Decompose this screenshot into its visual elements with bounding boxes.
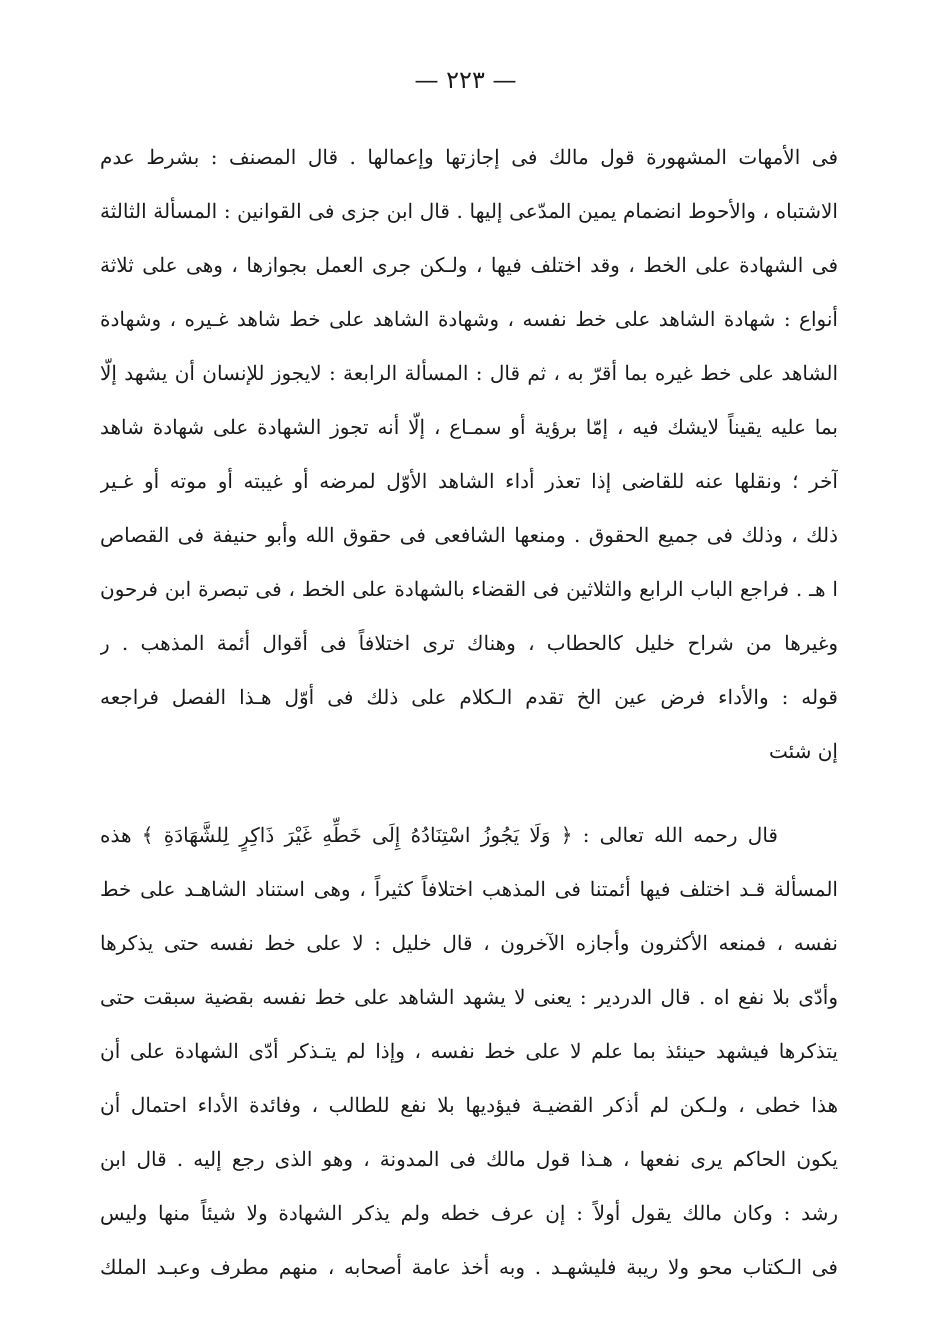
page-number: — ٢٢٣ — (414, 66, 517, 94)
paragraph-1 (100, 130, 838, 778)
text-line: نفسه ، فمنعه الأكثرون وأجازه الآخرون ، قال خليل : لا على خط نفسه حتى يذكرها (100, 931, 838, 955)
text-line: فى الـكتاب محو ولا ريبة فليشهـد . وبه أخذ عامة أصحابه ، منهم مطرف وعبـد الملك (100, 1255, 838, 1279)
paragraph-2 (100, 808, 838, 1294)
text-line: يتذكرها فيشهد حينئذ بما علم لا على خط نفسه ، وإذا لم يتـذكر أدّى الشهادة على أن (100, 1039, 838, 1063)
text-line: هذا خطى ، ولـكن لم أذكر القضيـة فيؤديها بلا نفع للطالب ، وفائدة الأداء احتمال أن (100, 1093, 838, 1117)
text-line: وأدّى بلا نفع اه . قال الدردير : يعنى لا يشهد الشاهد على خط نفسه بقضية سبقت حتى (100, 985, 838, 1009)
text-line: إن شئت (768, 739, 838, 763)
text-line: ذلك ، وذلك فى جميع الحقوق . ومنعها الشافعى فى حقوق الله وأبو حنيفة فى القصاص (100, 523, 838, 547)
text-line: يكون الحاكم يرى نفعها ، هـذا قول مالك فى المدونة ، وهو الذى رجع إليه . قال ابن (100, 1147, 838, 1171)
text-line: الاشتباه ، والأحوط انضمام يمين المدّعى إليها . قال ابن جزى فى القوانين : المسألة الثالثة (100, 199, 838, 223)
text-line: قوله : والأداء فرض عين الخ تقدم الـكلام على ذلك فى أوّل هـذا الفصل فراجعه (100, 685, 838, 709)
text-line: المسألة قـد اختلف فيها أئمتنا فى المذهب اختلافاً كثيراً ، وهى استناد الشاهـد على خط (100, 877, 838, 901)
text-line: فى الأمهات المشهورة قول مالك فى إجازتها وإعمالها . قال المصنف : بشرط عدم (100, 145, 838, 169)
text-line: فى الشهادة على الخط ، وقد اختلف فيها ، ولـكن جرى العمل بجوازها ، وهى على ثلاثة (100, 253, 838, 277)
text-line: وغيرها من شراح خليل كالحطاب ، وهناك ترى اختلافاً فى أقوال أئمة المذهب . ر (100, 631, 838, 655)
text-line: رشد : وكان مالك يقول أولاً : إن عرف خطه ولم يذكر الشهادة ولا شيئاً منها وليس (100, 1201, 838, 1225)
text-line: آخر ؛ ونقلها عنه للقاضى إذا تعذر أداء الشاهد الأوّل لمرضه أو غيبته أو موته أو غـير (100, 469, 838, 493)
text-line: ا هـ . فراجع الباب الرابع والثلاثين فى القضاء بالشهادة على الخط ، فى تبصرة ابن فرحون (100, 577, 838, 601)
text-line: الشاهد على خط غيره بما أقرّ به ، ثم قال : المسألة الرابعة : لايجوز للإنسان أن يشهد إلّا (100, 361, 838, 385)
text-line: بما عليه يقيناً لايشك فيه ، إمّا برؤية أو سمـاع ، إلّا أنه تجوز الشهادة على شهادة شاهد (100, 415, 838, 439)
text-line: أنواع : شهادة الشاهد على خط نفسه ، وشهادة الشاهد على خط شاهد غـيره ، وشهادة (100, 307, 838, 331)
text-line: قال رحمه الله تعالى : ﴿ وَلَا يَجُوزُ اسْتِنَادُهُ إِلَى خَطِّهِ غَيْرَ ذَاكِرٍ لِلشَّهَادَةِ ﴾ هذه (100, 823, 778, 847)
